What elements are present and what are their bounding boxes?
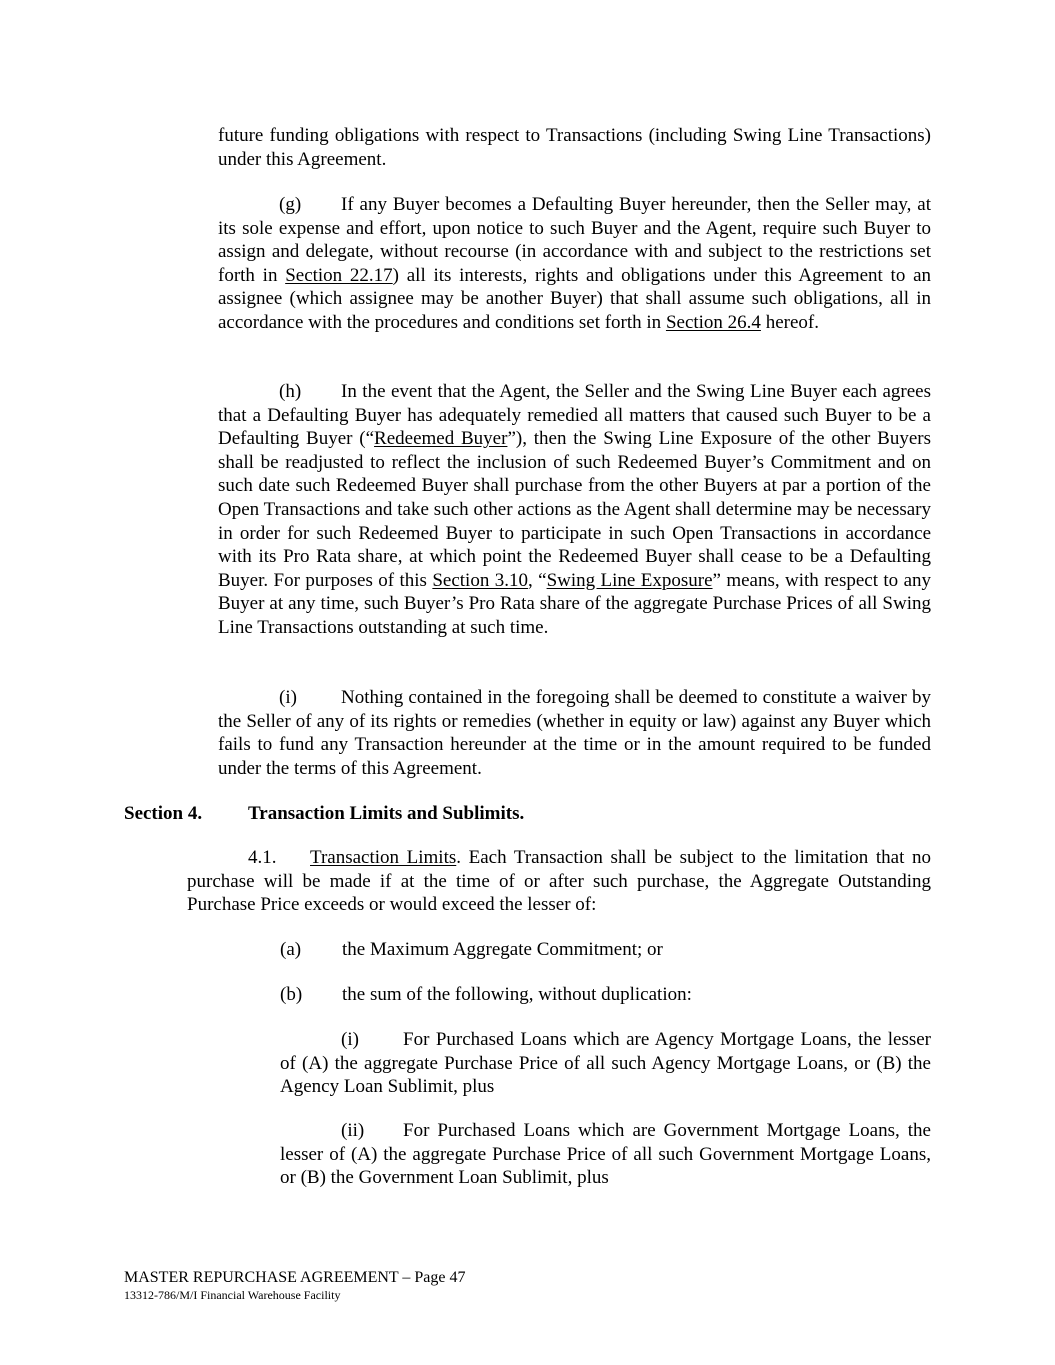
section-heading <box>124 802 524 826</box>
paragraph-text: . Each Transaction shall be subject to the limitation that no purchase will be made if at the time of or after such purchase, the Aggregate Outstanding Purchase Price exceeds or would exceed the lesser of: <box>187 847 931 916</box>
footer-title: MASTER REPURCHASE AGREEMENT – Page 47 <box>124 1269 466 1286</box>
section-reference: Section 22.17 <box>285 264 393 286</box>
section-title: Transaction Limits and Sublimits. <box>248 803 525 824</box>
subsection-heading: Transaction Limits <box>310 847 457 868</box>
paragraph-text: If any Buyer becomes a Defaulting Buyer hereunder, then the Seller may, at its sole expense and effort, upon notice to such Buyer and the Agent, require such Buyer to assign and delegate, without recourse (in accordance with and subject to the restrictions set forth in <box>218 194 931 286</box>
list-item-a <box>280 938 663 962</box>
item-text: For Purchased Loans which are Government Mortgage Loans, the lesser of (A) the aggregate Purchase Price of all such Government Mortgage Loans, or (B) the Government Loan Sublimit, plus <box>280 1120 931 1189</box>
paragraph-text: ” means, with respect to any Buyer at any time, such Buyer’s Pro Rata share of the aggregate Purchase Prices of all Swing Line Transactions outstanding at such time. <box>218 569 932 638</box>
section-reference: Section 3.10 <box>432 569 528 591</box>
paragraph-continuation <box>218 124 931 171</box>
item-text: the Maximum Aggregate Commitment; or <box>342 939 663 960</box>
paragraph-label: (g) <box>279 194 302 215</box>
paragraph-label: (i) <box>279 687 297 708</box>
paragraph-text: hereof. <box>760 311 819 333</box>
subsection-number: 4.1. <box>248 847 277 868</box>
item-text: For Purchased Loans which are Agency Mortgage Loans, the lesser of (A) the aggregate Purchase Price of all such Agency Mortgage Loans, or (B) the Agency Loan Sublimit, plus <box>280 1029 931 1098</box>
item-label: (b) <box>280 984 303 1005</box>
sub-item-i <box>280 1028 931 1099</box>
defined-term: Swing Line Exposure <box>546 569 713 591</box>
paragraph-label: (h) <box>279 381 302 402</box>
paragraph-i <box>218 686 931 780</box>
section-reference: Section 26.4 <box>665 311 761 333</box>
paragraph-text: ) all its interests, rights and obligations under this Agreement to an assignee (which assignee may be another Buyer) that shall assume such obligations, all in accordance with the procedures and conditions set forth in <box>218 264 931 333</box>
paragraph-g <box>218 193 931 335</box>
defined-term: Redeemed Buyer <box>374 428 508 450</box>
footer-document-id: 13312-786/M/I Financial Warehouse Facility <box>124 1288 341 1302</box>
paragraph-text: In the event that the Agent, the Seller and the Swing Line Buyer each agrees that a Defaulting Buyer has adequately remedied all matters that caused such Buyer to be a Defaulting Buyer (“ <box>218 381 931 450</box>
paragraph-text: Nothing contained in the foregoing shall be deemed to constitute a waiver by the Seller of any of its rights or remedies (whether in equity or law) against any Buyer which fails to fund any Transaction hereunder at the time or in the amount required to be funded under the terms of this Agreement. <box>218 687 931 779</box>
item-label: (i) <box>341 1029 359 1050</box>
section-number: Section 4. <box>124 803 203 824</box>
paragraph-4-1 <box>187 846 931 917</box>
list-item-b <box>280 983 692 1007</box>
paragraph-text: , “ <box>527 569 547 591</box>
sub-item-ii <box>280 1119 931 1190</box>
item-label: (a) <box>280 939 302 960</box>
paragraph-h <box>218 380 931 640</box>
paragraph-text: future funding obligations with respect to Transactions (including Swing Line Transactions) under this Agreement. <box>218 125 931 170</box>
item-text: the sum of the following, without duplication: <box>342 984 692 1005</box>
item-label: (ii) <box>341 1120 365 1141</box>
paragraph-text: ”), then the Swing Line Exposure of the other Buyers shall be readjusted to reflect the inclusion of such Redeemed Buyer’s Commitment and on such date such Redeemed Buyer shall purchase from the other Buyers at par a portion of the Open Transactions and take such other actions as the Agent shall determine may be necessary in order for such Redeemed Buyer to participate in such Open Transactions in accordance with its Pro Rata share, at which point the Redeemed Buyer shall cease to be a Defaulting Buyer. For purposes of this <box>218 428 931 591</box>
